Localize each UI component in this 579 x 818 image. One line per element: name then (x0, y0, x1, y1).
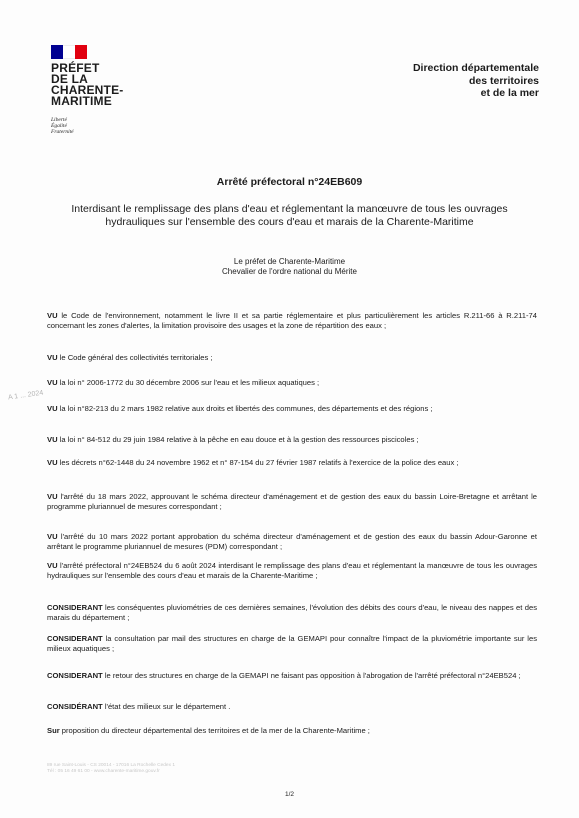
footer-line: Tél : 05 16 49 61 00 - www.charente-maritime.gouv.fr (47, 769, 160, 774)
paragraph-text: l'arrêté préfectoral n°24EB524 du 6 août 2024 interdisant le remplissage des plans d'eau et réglementant la manœuvre de tous les ouvrages hydrauliques sur l'ensemble des cours d'eau et marais de la Charente-Maritime ; (47, 561, 537, 580)
marianne-logo (51, 45, 87, 59)
motto-line: Fraternité (51, 129, 74, 135)
paragraph-keyword: CONSIDERANT (47, 671, 103, 680)
body-paragraph (47, 634, 537, 654)
body-paragraph (47, 404, 537, 414)
body-paragraph (47, 458, 537, 468)
paragraph-text: la loi n° 84-512 du 29 juin 1984 relative à la pêche en eau douce et à la gestion des ressources piscicoles ; (57, 435, 419, 444)
prefet-line: MARITIME (51, 94, 112, 108)
signatory-name: Le préfet de Charente-Maritime (233, 257, 346, 266)
paragraph-keyword: CONSIDERANT (47, 603, 103, 612)
paragraph-text: le Code de l'environnement, notamment le livre II et sa partie réglementaire et plus particulièrement les articles R.211-66 à R.211-74 concernant les zones d'alertes, la limitation provisoire des usages et la zone de répartition des eaux ; (47, 311, 537, 330)
page-number: 1/2 (284, 791, 295, 798)
paragraph-text: le retour des structures en charge de la GEMAPI ne faisant pas opposition à l'abrogation de l'arrêté préfectoral n°24EB524 ; (102, 671, 521, 680)
direction-line: des territoires (468, 74, 539, 87)
body-paragraph (47, 561, 537, 581)
body-paragraph (47, 378, 537, 388)
paragraph-text: la consultation par mail des structures en charge de la GEMAPI pour connaître l'impact de la pluviométrie importante sur les milieux aquatiques ; (47, 634, 537, 653)
paragraph-keyword: VU (47, 435, 58, 444)
body-paragraph (47, 435, 537, 445)
arrete-title: Arrêté préfectoral n°24EB609 (216, 176, 363, 188)
motto-line: Liberté (51, 117, 67, 123)
paragraph-keyword: VU (47, 458, 58, 467)
prefet-wordmark (51, 63, 123, 107)
paragraph-keyword: CONSIDÉRANT (47, 702, 103, 711)
signatory-title: Chevalier de l'ordre national du Mérite (222, 267, 357, 276)
paragraph-text: la loi n°82-213 du 2 mars 1982 relative aux droits et libertés des communes, des départements et des régions ; (57, 404, 433, 413)
prefet-line: PRÉFET (51, 61, 100, 75)
footer-address (47, 763, 175, 775)
paragraph-text: l'état des milieux sur le département . (102, 702, 231, 711)
paragraph-text: l'arrêté du 18 mars 2022, approuvant le schéma directeur d'aménagement et de gestion des eaux du bassin Loire-Bretagne et arrêtant le programme pluriannuel de mesures correspondant ; (47, 492, 537, 511)
body-paragraph (47, 311, 537, 331)
body-paragraph (47, 492, 537, 512)
body-paragraph (47, 603, 537, 623)
paragraph-keyword: Sur (47, 726, 60, 735)
received-stamp: A 1 ... 2024 (7, 389, 44, 402)
paragraph-text: proposition du directeur départemental des territoires et de la mer de la Charente-Maritime ; (59, 726, 370, 735)
paragraph-keyword: CONSIDERANT (47, 634, 103, 643)
signatory-block (0, 257, 579, 277)
paragraph-keyword: VU (47, 311, 58, 320)
prefet-line: DE LA (51, 72, 88, 86)
body-paragraph (47, 726, 537, 736)
republic-motto (51, 117, 74, 135)
paragraph-text: l'arrêté du 10 mars 2022 portant approbation du schéma directeur d'aménagement et de gestion des eaux du bassin Adour-Garonne et arrêtant le programme pluriannuel de mesures (PDM) correspondant ; (47, 532, 537, 551)
body-paragraph (47, 702, 537, 712)
direction-line: et de la mer (480, 87, 539, 99)
prefet-line: CHARENTE- (51, 83, 124, 97)
footer-line: 89 rue Saint-Louis - CS 20014 - 17016 La Rochelle Cedex 1 (47, 763, 175, 768)
paragraph-keyword: VU (47, 492, 58, 501)
body-paragraph (47, 671, 537, 681)
paragraph-text: les conséquentes pluviométries de ces dernières semaines, l'évolution des débits des cours d'eau, le niveau des nappes et des marais du département ; (47, 603, 537, 622)
paragraph-keyword: VU (47, 561, 58, 570)
paragraph-text: le Code général des collectivités territoriales ; (57, 353, 213, 362)
paragraph-keyword: VU (47, 378, 58, 387)
motto-line: Égalité (51, 123, 67, 129)
paragraph-keyword: VU (47, 353, 58, 362)
direction-line: Direction départementale (412, 62, 539, 74)
body-paragraph (47, 353, 537, 363)
paragraph-text: les décrets n°62-1448 du 24 novembre 1962 et n° 87-154 du 27 février 1987 relatifs à l'exercice de la police des eaux ; (57, 458, 459, 467)
paragraph-keyword: VU (47, 404, 58, 413)
paragraph-text: la loi n° 2006-1772 du 30 décembre 2006 sur l'eau et les milieux aquatiques ; (57, 378, 320, 387)
direction-header (413, 62, 539, 100)
body-paragraph (47, 532, 537, 552)
arrete-subject: Interdisant le remplissage des plans d'eau et réglementant la manœuvre de tous les ouvrages hydrauliques sur l'ensemble des cours d'eau et marais de la Charente-Maritime (71, 203, 508, 228)
paragraph-keyword: VU (47, 532, 58, 541)
